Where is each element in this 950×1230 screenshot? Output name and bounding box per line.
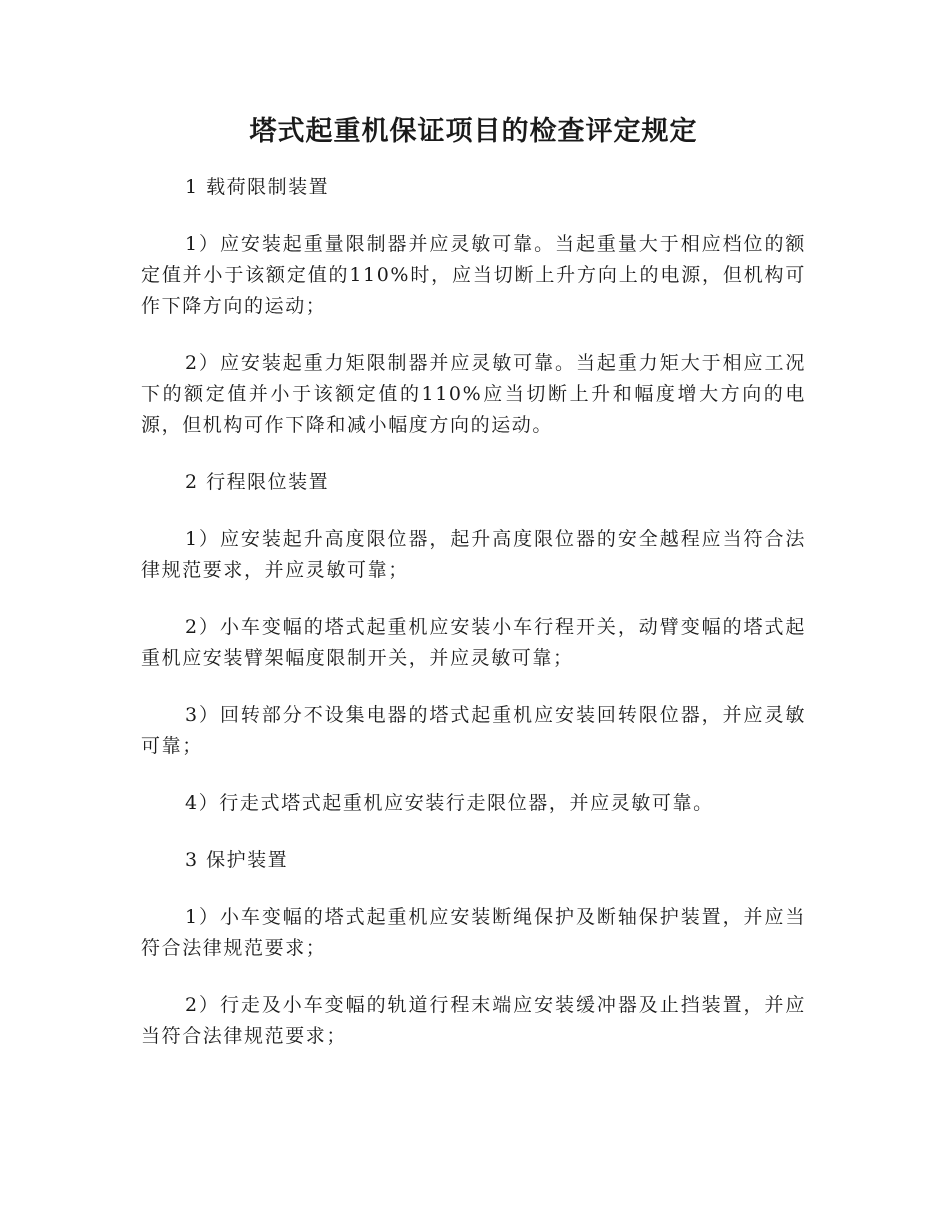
paragraph: 1）应安装起重量限制器并应灵敏可靠。当起重量大于相应档位的额定值并小于该额定值的110%时，应当切断上升方向上的电源，但机构可作下降方向的运动； xyxy=(141,233,806,317)
section-heading: 3 保护装置 xyxy=(185,849,289,871)
paragraph: 4）行走式塔式起重机应安装行走限位器，并应灵敏可靠。 xyxy=(185,792,714,814)
document-page xyxy=(141,112,806,1078)
paragraph: 1）应安装起升高度限位器，起升高度限位器的安全越程应当符合法律规范要求，并应灵敏可靠； xyxy=(141,528,806,581)
paragraph: 3）回转部分不设集电器的塔式起重机应安装回转限位器，并应灵敏可靠； xyxy=(141,704,806,757)
section-load-limit xyxy=(141,172,806,441)
section-protection xyxy=(141,845,806,1052)
paragraph: 2）小车变幅的塔式起重机应安装小车行程开关，动臂变幅的塔式起重机应安装臂架幅度限制开关，并应灵敏可靠； xyxy=(141,616,806,669)
paragraph: 2）行走及小车变幅的轨道行程末端应安装缓冲器及止挡装置，并应当符合法律规范要求； xyxy=(141,994,806,1047)
section-heading: 2 行程限位装置 xyxy=(185,471,330,493)
section-travel-limit xyxy=(141,467,806,819)
document-title: 塔式起重机保证项目的检查评定规定 xyxy=(249,116,698,147)
section-heading: 1 载荷限制装置 xyxy=(185,176,330,198)
paragraph: 2）应安装起重力矩限制器并应灵敏可靠。当起重力矩大于相应工况下的额定值并小于该额定值的110%应当切断上升和幅度增大方向的电源，但机构可作下降和减小幅度方向的运动。 xyxy=(141,352,806,436)
paragraph: 1）小车变幅的塔式起重机应安装断绳保护及断轴保护装置，并应当符合法律规范要求； xyxy=(141,906,806,959)
